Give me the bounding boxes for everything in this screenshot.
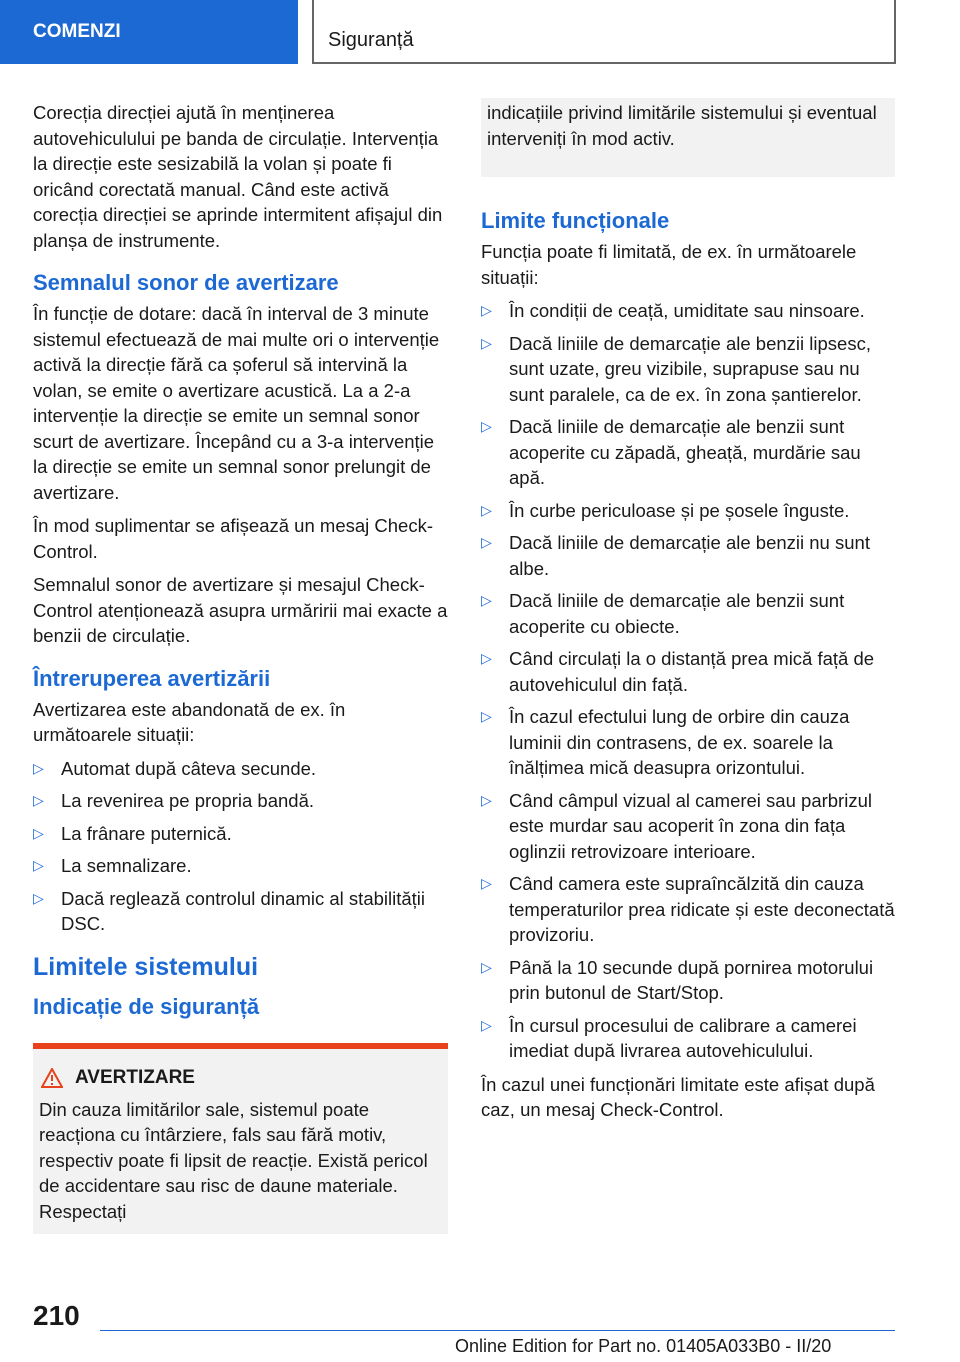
list-item: ▷ Dacă liniile de demarcație ale benzii sunt acoperite cu zăpadă, gheață, murdărie sau apă. <box>481 416 861 488</box>
triangle-bullet-icon: ▷ <box>481 708 492 724</box>
list-limite <box>481 298 895 1064</box>
list-item: ▷ La frânare puternică. <box>33 821 448 847</box>
heading-intrerupere: Întreruperea avertizării <box>33 665 271 691</box>
warning-text-continued: indicațiile privind limitările sistemului și eventual interveniți în mod activ. <box>487 102 877 149</box>
warning-box-continued <box>481 98 895 177</box>
triangle-bullet-icon: ▷ <box>33 857 44 873</box>
list-item: ▷ La semnalizare. <box>33 853 448 879</box>
footer-edition: Online Edition for Part no. 01405A033B0 - II/20 <box>455 1336 832 1356</box>
list-item: ▷ Automat după câteva secunde. <box>33 756 448 782</box>
list-item: ▷ Dacă liniile de demarcație ale benzii nu sunt albe. <box>481 532 870 579</box>
list-item: ▷ În cursul procesului de calibrare a camerei imediat după livrarea autovehiculului. <box>481 1014 857 1061</box>
right-column <box>481 100 895 1131</box>
triangle-bullet-icon: ▷ <box>33 759 44 776</box>
paragraph: În mod suplimentar se afișează un mesaj Check-Control. <box>33 515 433 562</box>
heading-limitele-sistemului: Limitele sistemului <box>33 952 259 981</box>
paragraph: Funcția poate fi limitată, de ex. în următoarele situații: <box>481 241 857 288</box>
heading-semnal-sonor: Semnalul sonor de avertizare <box>33 270 339 295</box>
triangle-bullet-icon: ▷ <box>481 1016 492 1033</box>
list-item: ▷ Dacă liniile de demarcație ale benzii lipsesc, sunt uzate, greu vizibile, suprapuse sau nu sunt paralele, ca de ex. în zona șantierelor. <box>481 332 871 405</box>
list-item: ▷ În curbe periculoase și pe șosele înguste. <box>481 498 895 524</box>
footer-divider <box>100 1330 895 1331</box>
warning-text: Din cauza limitărilor sale, sistemul poate reacționa cu întârziere, fals sau fără motiv, respectiv poate fi lipsit de reacție. Există pericol de accidentare sau risc de daune materiale. Respectați <box>39 1098 428 1222</box>
intro-paragraph: Corecția direcției ajută în menținerea autovehiculului pe banda de circulație. Intervenția la direcție este sesizabilă la volan și poate fi oricând corectată manual. Când este activă corecția direcției se aprinde intermitent afișajul din planșa de instrumente. <box>33 102 443 251</box>
heading-limite-functionale: Limite funcționale <box>481 208 670 233</box>
list-item: ▷ Până la 10 secunde după pornirea motorului prin butonul de Start/Stop. <box>481 956 874 1003</box>
left-column <box>33 100 448 1234</box>
list-item: ▷ La revenirea pe propria bandă. <box>33 788 448 814</box>
warning-box <box>33 1043 448 1235</box>
list-item: ▷ Când circulați la o distanță prea mică față de autovehiculul din față. <box>481 648 875 695</box>
triangle-bullet-icon: ▷ <box>481 534 492 550</box>
triangle-bullet-icon: ▷ <box>481 334 492 351</box>
triangle-bullet-icon: ▷ <box>481 302 492 318</box>
triangle-bullet-icon: ▷ <box>33 889 44 906</box>
paragraph: Semnalul sonor de avertizare și mesajul Check-Control atenționează asupra urmăririi mai exacte a benzii de circulație. <box>33 574 448 646</box>
paragraph: În funcție de dotare: dacă în interval de 3 minute sistemul efectuează de mai multe ori o intervenție activă la direcție fără ca șoferul să intervină la volan, se emite o avertizare acustică. La a 2-a intervenție la direcție se emite un semnal sonor scurt de avertizare. Începând cu a 3-a intervenție la direcție se emite un semnal sonor prelungit de avertizare. <box>33 303 440 503</box>
section-tab: COMENZI <box>0 0 298 64</box>
triangle-bullet-icon: ▷ <box>33 792 44 808</box>
triangle-bullet-icon: ▷ <box>481 418 492 434</box>
list-item: ▷ Dacă reglează controlul dinamic al stabilității DSC. <box>33 887 426 934</box>
warning-triangle-icon <box>41 1068 63 1088</box>
page-number: 210 <box>33 1300 80 1331</box>
triangle-bullet-icon: ▷ <box>481 791 492 808</box>
triangle-bullet-icon: ▷ <box>481 875 492 891</box>
list-item: ▷ În condiții de ceață, umiditate sau ninsoare. <box>481 298 895 324</box>
final-paragraph: În cazul unei funcționări limitate este afișat după caz, un mesaj Check-Control. <box>481 1073 875 1120</box>
list-item: ▷ Când câmpul vizual al camerei sau parbrizul este murdar sau acoperit în zona din fața oglinzii retrovizoare interioare. <box>481 789 872 862</box>
warning-title: AVERTIZARE <box>39 1067 442 1089</box>
triangle-bullet-icon: ▷ <box>481 958 492 975</box>
list-item: ▷ Când camera este supraîncălzită din cauza temperaturilor prea ridicate și este deconectată provizoriu. <box>481 873 895 945</box>
triangle-bullet-icon: ▷ <box>481 650 492 666</box>
paragraph: Avertizarea este abandonată de ex. în următoarele situații: <box>33 698 346 745</box>
triangle-bullet-icon: ▷ <box>481 501 492 518</box>
triangle-bullet-icon: ▷ <box>33 824 44 841</box>
list-item: ▷ Dacă liniile de demarcație ale benzii sunt acoperite cu obiecte. <box>481 590 845 637</box>
triangle-bullet-icon: ▷ <box>481 592 492 608</box>
list-intrerupere <box>33 756 448 937</box>
list-item: ▷ În cazul efectului lung de orbire din cauza luminii din contrasens, de ex. soarele la înălțimea mică deasupra orizontului. <box>481 706 850 778</box>
heading-indicatie-siguranta: Indicație de siguranță <box>33 993 260 1019</box>
subsection-tab: Siguranță <box>312 0 896 64</box>
